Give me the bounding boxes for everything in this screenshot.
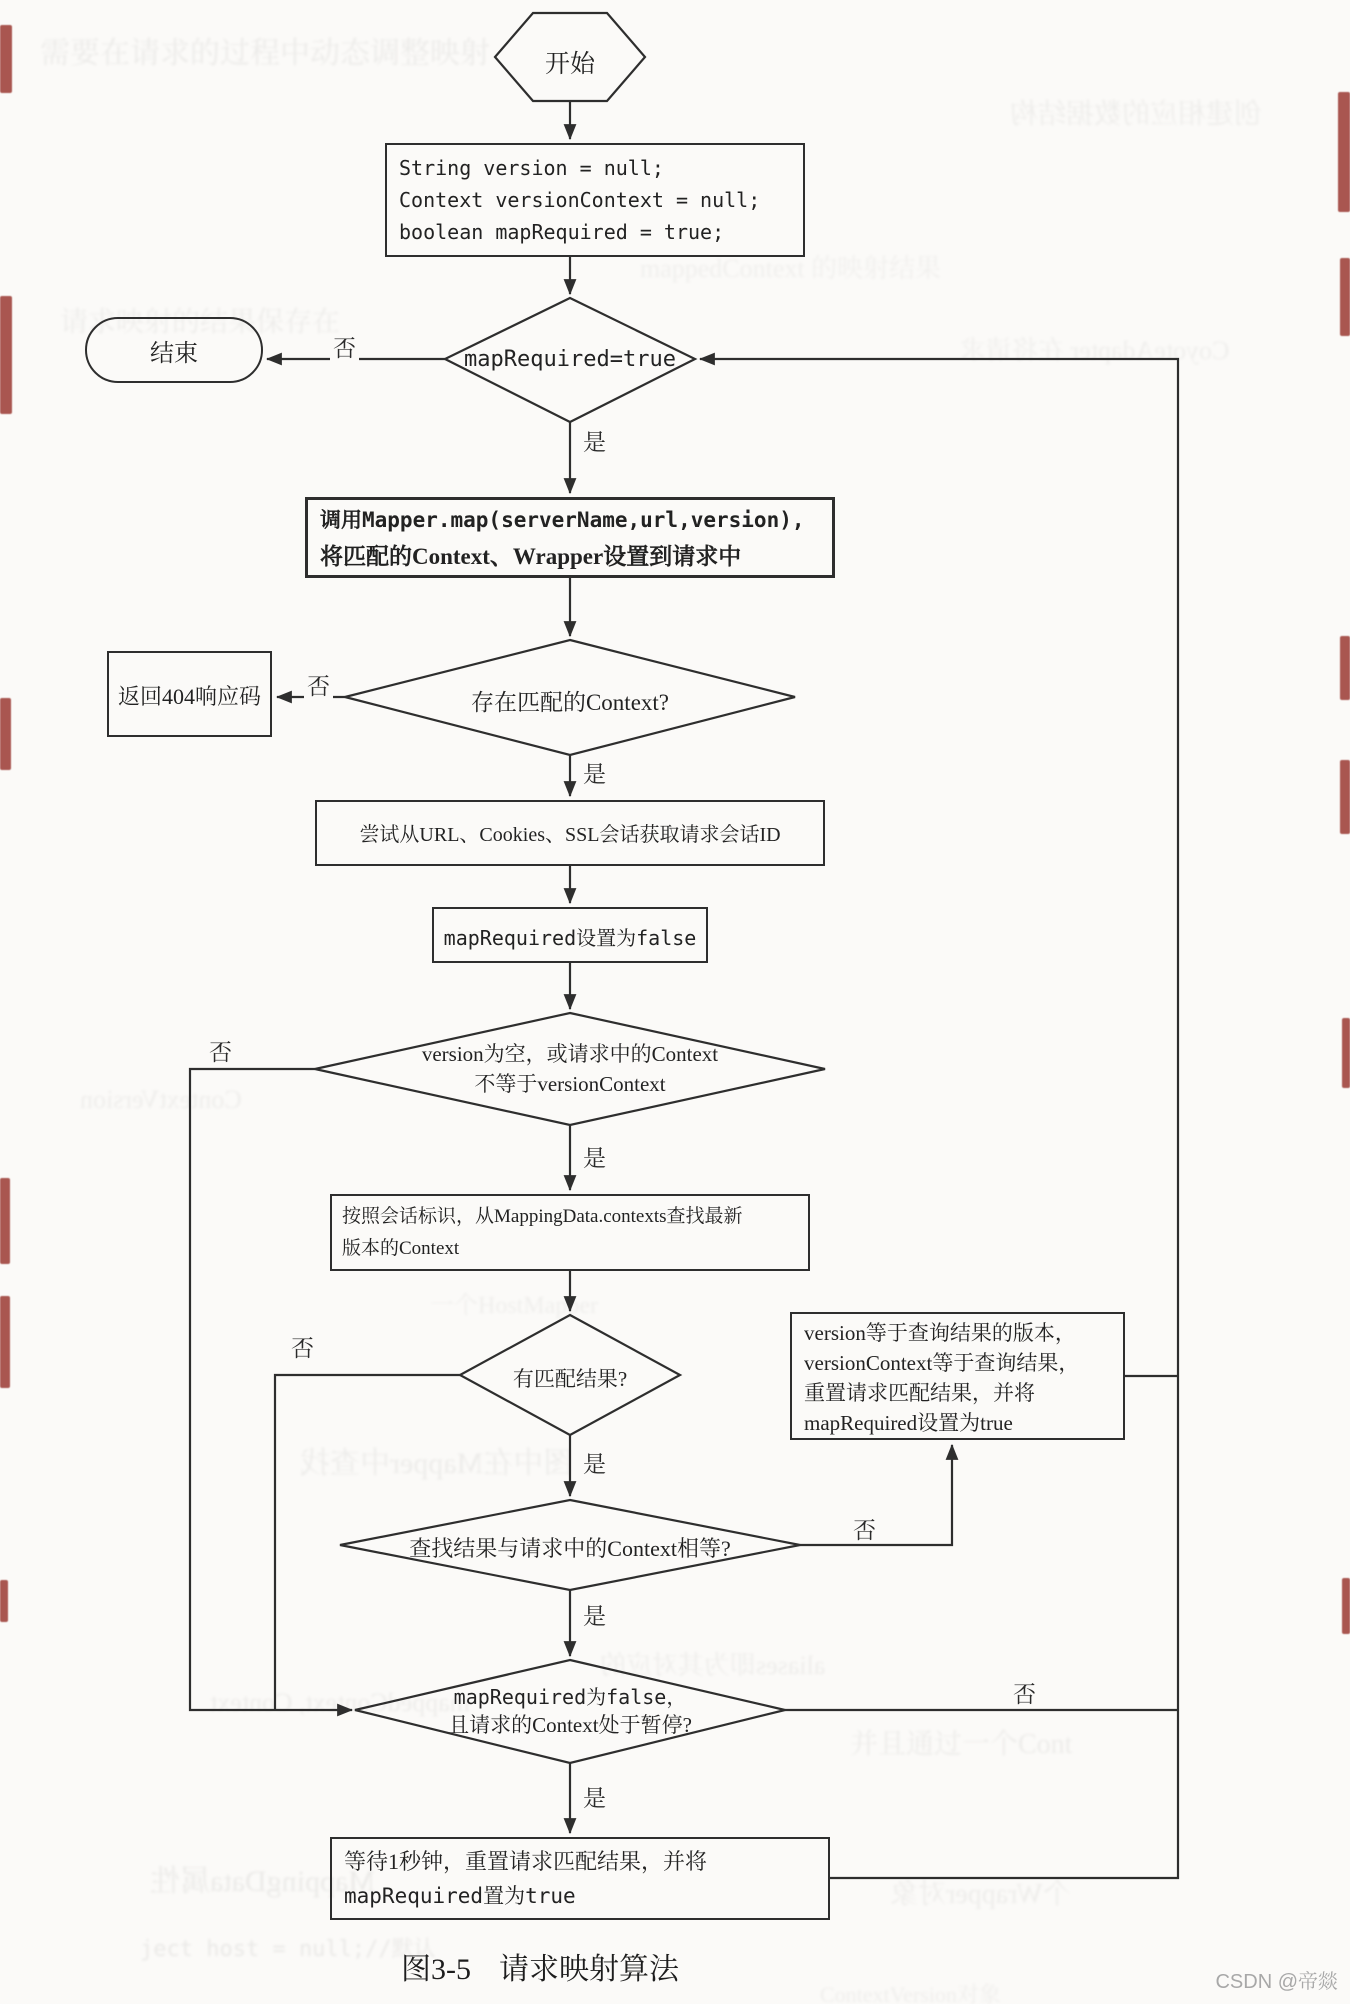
return-404-label: 返回404响应码 [117,684,261,709]
rail-version-empty-no [190,1069,352,1710]
lookup-context-line1: 按照会话标识，从MappingData.contexts查找最新 [342,1206,743,1227]
bleed-text: 并且通过一个Cont [850,1729,1073,1760]
decision-context-match-label: 存在匹配的Context? [470,690,670,715]
bleed-text: 图中在Mapper中查找 [300,1447,574,1480]
edge-label-no: 否 [288,1336,317,1361]
bleed-text: 请求映射的结果保存在 [60,307,341,338]
edge-label-yes: 是 [580,1146,609,1171]
bleed-text: 需要在请求的过程中动态调整映射 [40,37,490,70]
edge-label-no: 否 [1010,1682,1039,1707]
init-code-line2: Context versionContext = null; [399,188,761,212]
end-terminator [85,317,263,383]
csdn-watermark: CSDN @帝燚 [1215,1971,1338,1993]
init-code-line1: String version = null; [399,156,664,180]
edge-label-yes: 是 [580,1604,609,1629]
start-node-label: 开始 [544,51,595,78]
init-code-line3: boolean mapRequired = true; [399,220,725,244]
wait-retry-line2: mapRequired置为true [344,1884,576,1908]
call-mapper-line2: 将匹配的Context、Wrapper设置到请求中 [320,544,742,569]
get-session-label: 尝试从URL、Cookies、SSL会话获取请求会话ID [359,824,781,846]
bleed-text: mappedContext, Context [210,1688,470,1717]
update-version-line3: 重置请求匹配结果，并将 [804,1381,1035,1405]
update-version-line1: version等于查询结果的版本， [804,1321,1076,1345]
figure-number: 图3-5 [401,1953,471,1986]
rail-feedback-trunk [700,359,1178,1878]
edge-label-yes: 是 [580,1786,609,1811]
lookup-context-line2: 版本的Context [342,1238,460,1259]
bleed-text: aliases即为其对应的 [600,1651,826,1680]
edge-label-no: 否 [304,674,333,699]
bleed-text: mappedContext 的映射结果 [640,254,942,283]
edge-label-no: 否 [206,1040,235,1065]
bleed-text: 一个HostMapper [430,1293,598,1319]
decision-version-empty-line2: 不等于versionContext [474,1072,666,1096]
decision-paused-line1: mapRequired为false， [453,1685,687,1709]
call-mapper-line1: 调用Mapper.map(serverName,url,version), [320,508,805,532]
bleed-text: ContextVersion [80,1085,242,1114]
bleed-text: 个Wrapper对象 [890,1879,1071,1910]
figure-caption [230,1944,850,1988]
update-version-line2: versionContext等于查询结果， [804,1351,1080,1375]
end-label: 结束 [150,340,198,367]
bleed-text: 创建相应的数据结构 [1010,99,1263,130]
bleed-text: ContextVersion对象 [820,1982,1001,2004]
bleed-text: ject host = null;//默认 [140,1937,436,1962]
decision-map-required-label: mapRequired=true [464,347,676,372]
bleed-text: CoyoteAdapter 在将请求 [960,336,1230,365]
edge-label-yes: 是 [580,430,609,455]
figure-title: 请求映射算法 [499,1953,679,1986]
decision-version-empty-line1: version为空，或请求中的Context [421,1042,719,1066]
decision-result-equal-label: 查找结果与请求中的Context相等? [409,1536,731,1561]
edge-label-yes: 是 [580,762,609,787]
decision-has-result-label: 有匹配结果? [512,1367,628,1391]
decision-paused-line2: 且请求的Context处于暂停? [448,1713,692,1737]
set-map-false-label: mapRequired设置为false [443,926,697,950]
edge-label-no: 否 [330,336,359,361]
wait-retry-line1: 等待1秒钟，重置请求匹配结果，并将 [344,1849,708,1874]
edge-label-no: 否 [850,1518,879,1543]
bleed-text: MappingData属性 [150,1865,375,1898]
update-version-line4: mapRequired设置为true [804,1411,1013,1435]
edge-label-yes: 是 [580,1452,609,1477]
